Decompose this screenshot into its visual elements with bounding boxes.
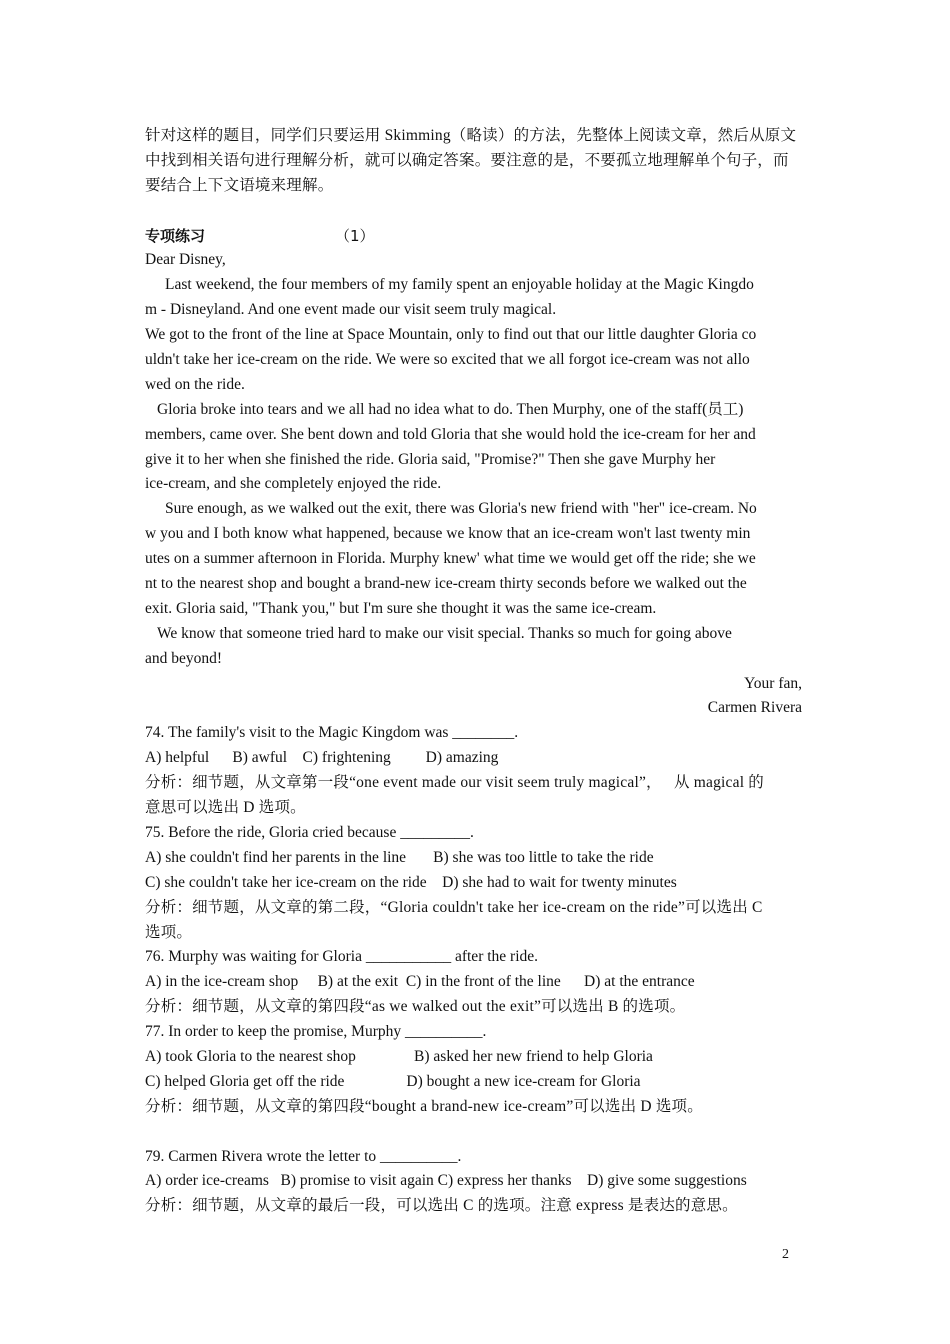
question-stem: 75. Before the ride, Gloria cried because _________. (145, 823, 474, 841)
letter-paragraph-line: ice-cream, and she completely enjoyed the ride. (145, 475, 442, 493)
question-analysis: 分析：细节题，从文章第一段“one event made our visit seem truly magical”， 从 magical 的 (145, 774, 764, 792)
question-options: A) order ice-creams B) promise to visit again C) express her thanks D) give some suggestions (145, 1172, 747, 1190)
question-analysis: 分析：细节题，从文章的第四段“as we walked out the exit”可以选出 B 的选项。 (145, 998, 686, 1016)
letter-paragraph-line: Sure enough, as we walked out the exit, there was Gloria's new friend with "her" ice-cream. No (165, 500, 757, 518)
letter-paragraph-line: and beyond! (145, 649, 223, 667)
letter (145, 248, 808, 721)
question-options: A) took Gloria to the nearest shop B) asked her new friend to help Gloria (145, 1047, 653, 1065)
question-stem: 77. In order to keep the promise, Murphy __________. (145, 1023, 487, 1041)
question-analysis: 意思可以选出 D 选项。 (145, 799, 306, 817)
letter-paragraph-line: w you and I both know what happened, because we know that an ice-cream won't last twenty min (145, 525, 751, 543)
section-heading (145, 224, 808, 249)
letter-paragraph-line: members, came over. She bent down and told Gloria that she would hold the ice-cream for her and (145, 425, 756, 443)
question-stem: 79. Carmen Rivera wrote the letter to __________. (145, 1147, 462, 1165)
letter-paragraph-line: m - Disneyland. And one event made our visit seem truly magical. (145, 301, 557, 319)
section-number: （1） (335, 226, 375, 245)
letter-signature: Carmen Rivera (707, 699, 802, 717)
letter-paragraph-line: We got to the front of the line at Space Mountain, only to find out that our little daughter Gloria co (145, 326, 757, 344)
question-analysis: 分析：细节题，从文章的第二段，“Gloria couldn't take her ice-cream on the ride”可以选出 C (145, 898, 763, 916)
question-76 (145, 945, 808, 1020)
question-77 (145, 1020, 808, 1120)
question-74 (145, 721, 808, 821)
section-title: 专项练习 (145, 226, 206, 245)
letter-paragraph-line: exit. Gloria said, "Thank you," but I'm sure she thought it was the same ice-cream. (145, 599, 657, 617)
question-79 (145, 1145, 808, 1220)
letter-paragraph-line: Last weekend, the four members of my family spent an enjoyable holiday at the Magic Kingdo (165, 276, 754, 294)
letter-paragraph-line: nt to the nearest shop and bought a brand-new ice-cream thirty seconds before we walked out the (145, 575, 747, 593)
document-page (145, 124, 808, 1219)
question-analysis: 分析：细节题，从文章的最后一段，可以选出 C 的选项。注意 express 是表达的意思。 (145, 1197, 738, 1215)
letter-paragraph-line: give it to her when she finished the ride. Gloria said, "Promise?" Then she gave Murphy her (145, 450, 716, 468)
letter-paragraph-line: We know that someone tried hard to make our visit special. Thanks so much for going above (157, 624, 732, 642)
question-stem: 74. The family's visit to the Magic Kingdom was ________. (145, 724, 519, 742)
question-analysis: 分析：细节题，从文章的第四段“bought a brand-new ice-cream”可以选出 D 选项。 (145, 1097, 703, 1115)
question-options: A) helpful B) awful C) frightening D) amazing (145, 749, 499, 767)
letter-salutation: Dear Disney, (145, 251, 226, 269)
intro-line: 中找到相关语句进行理解分析，就可以确定答案。要注意的是，不要孤立地理解单个句子，而 (145, 151, 789, 169)
intro-paragraph (145, 124, 808, 199)
intro-line: 针对这样的题目，同学们只要运用 Skimming（略读）的方法，先整体上阅读文章，然后从原文 (145, 127, 797, 144)
question-options: A) she couldn't find her parents in the line B) she was too little to take the ride (145, 848, 654, 866)
letter-paragraph-line: Gloria broke into tears and we all had no idea what to do. Then Murphy, one of the staff(员工) (157, 400, 744, 418)
intro-line: 要结合上下文语境来理解。 (145, 176, 334, 194)
letter-paragraph-line: utes on a summer afternoon in Florida. Murphy knew' what time we would get off the ride; she we (145, 550, 756, 568)
question-75 (145, 821, 808, 945)
question-options: C) helped Gloria get off the ride D) bought a new ice-cream for Gloria (145, 1072, 641, 1090)
question-options: C) she couldn't take her ice-cream on the ride D) she had to wait for twenty minutes (145, 873, 677, 891)
question-stem: 76. Murphy was waiting for Gloria ___________ after the ride. (145, 948, 539, 966)
letter-paragraph-line: wed on the ride. (145, 375, 245, 393)
letter-paragraph-line: uldn't take her ice-cream on the ride. We were so excited that we all forgot ice-cream was not allo (145, 351, 750, 369)
question-analysis: 选项。 (145, 923, 193, 941)
question-options: A) in the ice-cream shop B) at the exit C) in the front of the line D) at the entrance (145, 973, 695, 991)
letter-closing: Your fan, (744, 674, 802, 692)
page-number: 2 (782, 1247, 789, 1262)
